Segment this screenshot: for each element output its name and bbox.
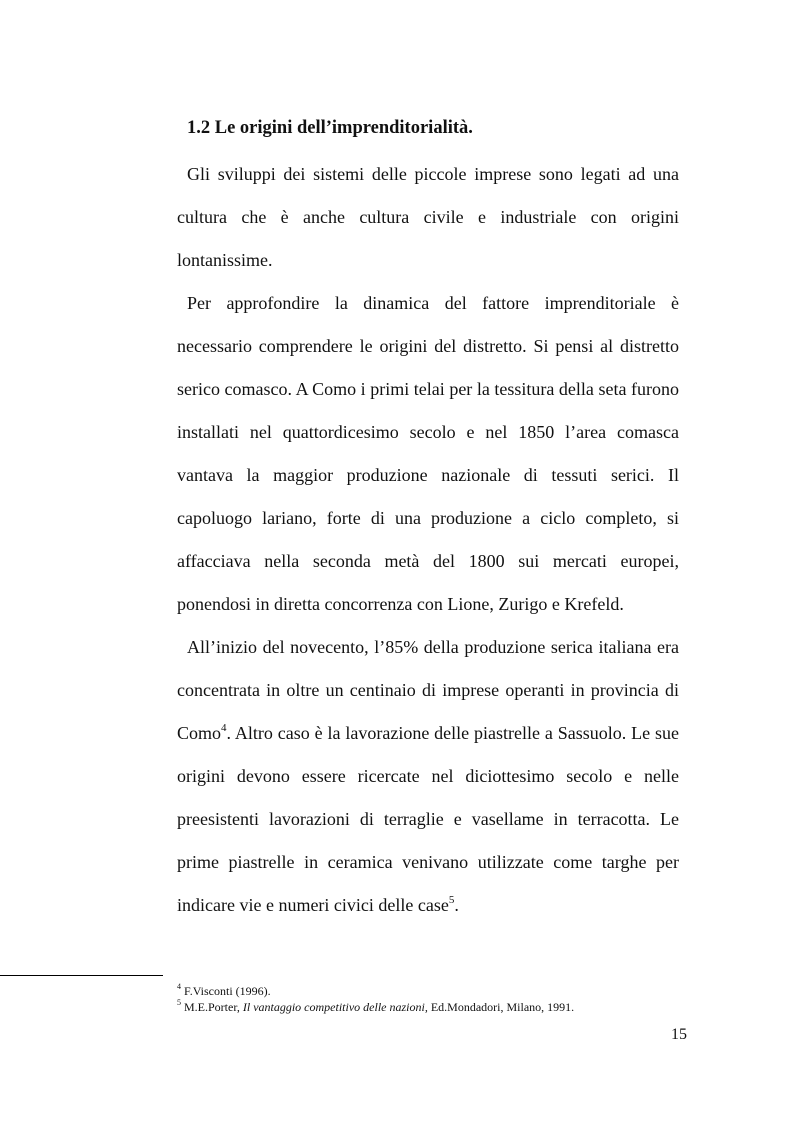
paragraph-3-part-a: All’inizio del novecento, l’85% della produzione serica italiana era concentrata in oltre un centinaio di imprese operanti in provincia di Como <box>177 637 679 743</box>
footnote-4-text: F.Visconti (1996). <box>184 984 271 998</box>
footnotes <box>177 983 574 1015</box>
paragraph-3 <box>177 626 679 927</box>
paragraph-2: Per approfondire la dinamica del fattore imprenditoriale è necessario comprendere le origini del distretto. Si pensi al distretto serico comasco. A Como i primi telai per la tessitura della seta furono installati nel quattordicesimo secolo e nel 1850 l’area comasca vantava la maggior produzione nazionale di tessuti serici. Il capoluogo lariano, forte di una produzione a ciclo completo, si affacciava nella seconda metà del 1800 sui mercati europei, ponendosi in diretta concorrenza con Lione, Zurigo e Krefeld. <box>177 293 679 614</box>
footnote-5-rest: Ed.Mondadori, Milano, 1991. <box>427 1000 575 1014</box>
footnote-4-number: 4 <box>177 982 181 991</box>
page-number: 15 <box>671 1026 687 1043</box>
body-text <box>177 153 679 927</box>
paragraph-1: Gli sviluppi dei sistemi delle piccole imprese sono legati ad una cultura che è anche cultura civile e industriale con origini lontanissime. <box>177 164 679 270</box>
section-heading: 1.2 Le origini dell’imprenditorialità. <box>187 118 473 138</box>
paragraph-3-part-c: . <box>454 895 459 915</box>
footnote-5-title: Il vantaggio competitivo delle nazioni, <box>242 1000 428 1014</box>
footnote-5 <box>177 999 574 1015</box>
footnote-5-author: M.E.Porter, <box>184 1000 243 1014</box>
footnote-separator <box>0 975 163 976</box>
footnote-4 <box>177 983 574 999</box>
footnote-ref-4: 4 <box>221 722 227 734</box>
paragraph-3-part-b: . Altro caso è la lavorazione delle piastrelle a Sassuolo. Le sue origini devono essere ricercate nel diciottesimo secolo e nelle preesistenti lavorazioni di terraglie e vasellame in terracotta. Le prime piastrelle in ceramica venivano utilizzate come targhe per indicare vie e numeri civici delle case <box>177 723 679 915</box>
footnote-5-number: 5 <box>177 998 181 1007</box>
footnote-ref-5: 5 <box>448 894 455 906</box>
